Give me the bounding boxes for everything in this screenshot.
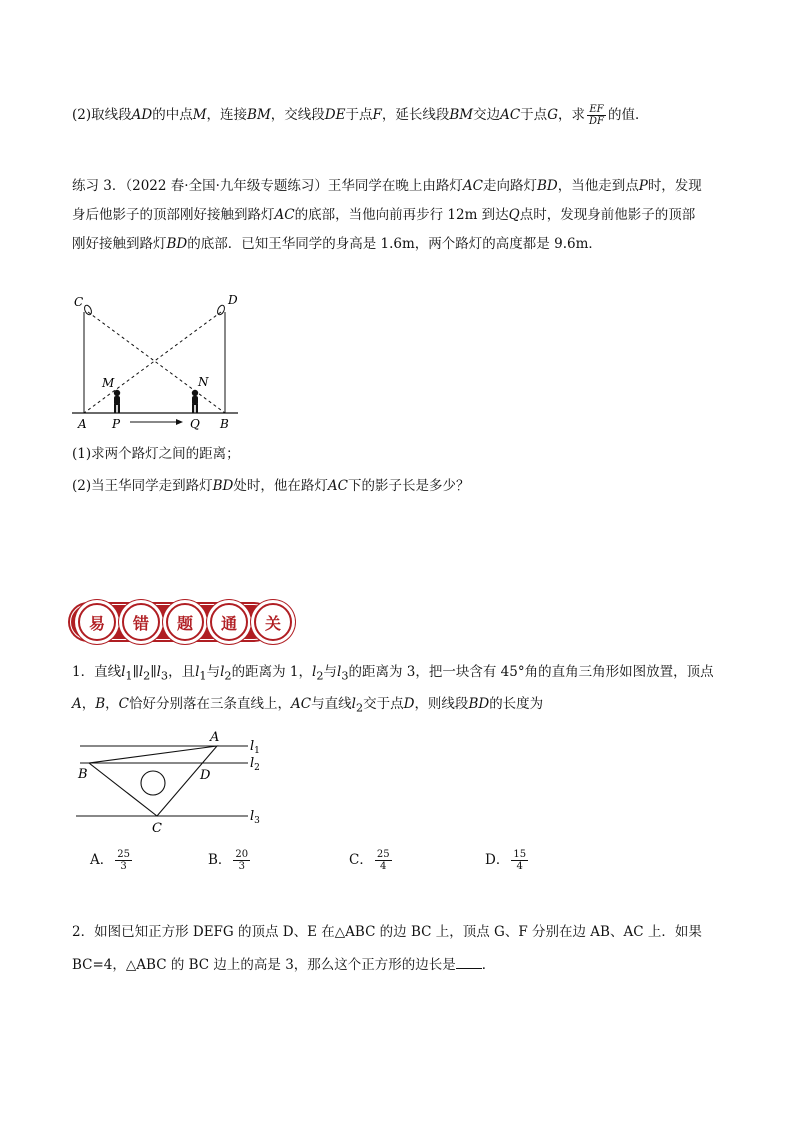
label-n: N [198, 375, 209, 389]
light-ray-c-to-b [88, 312, 225, 413]
section-char-badge: 通 [210, 603, 248, 641]
label-p: P [112, 417, 121, 430]
label-b: B [220, 417, 229, 430]
person-at-q-icon [192, 390, 198, 413]
section-char-badge: 错 [122, 603, 160, 641]
exercise-3-line-3: 刚好接触到路灯BD的底部．已知王华同学的身高是 1.6m，两个路灯的高度都是 9.6m． [72, 236, 602, 252]
option-a-fraction: $\frac{25}{3}$ [117, 849, 130, 872]
question-1-line-1: 1．直线$l_1\parallel l_2\parallel l_3$，且$l_1$与$l_2$的距离为 1，$l_2$与$l_3$的距离为 3，把一块含有 45°角的直角三角形如图放置，顶点 [72, 664, 714, 683]
street-lamp-figure [70, 290, 250, 430]
label-l1: $l_1$ [250, 739, 260, 756]
label-q: Q [190, 417, 200, 430]
lamp-c-icon [83, 304, 93, 316]
fraction-ef-df: $\frac{EF}{DF}$ [588, 104, 604, 127]
exercise-3-question-1: (1)求两个路灯之间的距离； [72, 446, 240, 462]
label-c: C [152, 821, 162, 836]
section-header-common-mistakes [66, 598, 281, 646]
label-b: B [78, 767, 88, 782]
triangle-abc [89, 746, 217, 816]
problem-part-2: (2)取线段AD的中点M，连接BM，交线段DE于点F，延长线段BM交边AC于点G，求 $\frac{EF}{DF}$ 的值． [72, 104, 649, 127]
label-l3: $l_3$ [250, 809, 260, 826]
section-char-badge: 题 [166, 603, 204, 641]
answer-blank[interactable] [456, 954, 482, 969]
parallel-lines-triangle-figure [70, 726, 270, 836]
option-d-fraction: $\frac{15}{4}$ [513, 849, 527, 872]
label-m: M [102, 376, 115, 390]
label-a: A [78, 417, 87, 430]
lamp-d-icon [216, 304, 226, 316]
label-a: A [210, 730, 220, 745]
section-char-badge: 关 [254, 603, 292, 641]
option-c[interactable]: C． $\frac{25}{4}$ [349, 849, 390, 872]
option-d[interactable]: D． $\frac{15}{4}$ [485, 849, 527, 872]
question-1-line-2: A，B，C恰好分别落在三条直线上，AC与直线$l_2$交于点D，则线段BD的长度为 [72, 696, 544, 715]
question-2-line-2: BC=4，△ABC 的 BC 边上的高是 3，那么这个正方形的边长是 ． [72, 954, 495, 975]
option-b[interactable]: B． $\frac{20}{3}$ [208, 849, 249, 872]
exercise-3-line-1: 练习 3．（2022 春·全国·九年级专题练习）王华同学在晚上由路灯AC走向路灯BD，当他走到点P时，发现 [72, 178, 702, 194]
light-ray-d-to-a [84, 312, 221, 413]
option-a[interactable]: A． $\frac{25}{3}$ [90, 849, 130, 872]
label-d: D [200, 768, 211, 783]
section-char-badge: 易 [78, 603, 116, 641]
walk-arrow-head [176, 419, 183, 425]
label-d: D [228, 293, 238, 307]
exercise-3-question-2: (2)当王华同学走到路灯BD处时，他在路灯AC下的影子长是多少？ [72, 478, 470, 494]
label-c: C [74, 295, 84, 309]
option-b-fraction: $\frac{20}{3}$ [235, 849, 249, 872]
person-at-p-icon [114, 390, 120, 413]
option-c-fraction: $\frac{25}{4}$ [376, 849, 390, 872]
label-l2: $l_2$ [250, 756, 260, 773]
exercise-3-line-2: 身后他影子的顶部刚好接触到路灯AC的底部，当他向前再步行 12m 到达Q点时，发现身前他影子的顶部 [72, 207, 696, 223]
question-2-line-1: 2．如图已知正方形 DEFG 的顶点 D、E 在△ABC 的边 BC 上，顶点 G、F 分别在边 AB、AC 上．如果 [72, 924, 702, 940]
triangle-hole [141, 771, 165, 795]
